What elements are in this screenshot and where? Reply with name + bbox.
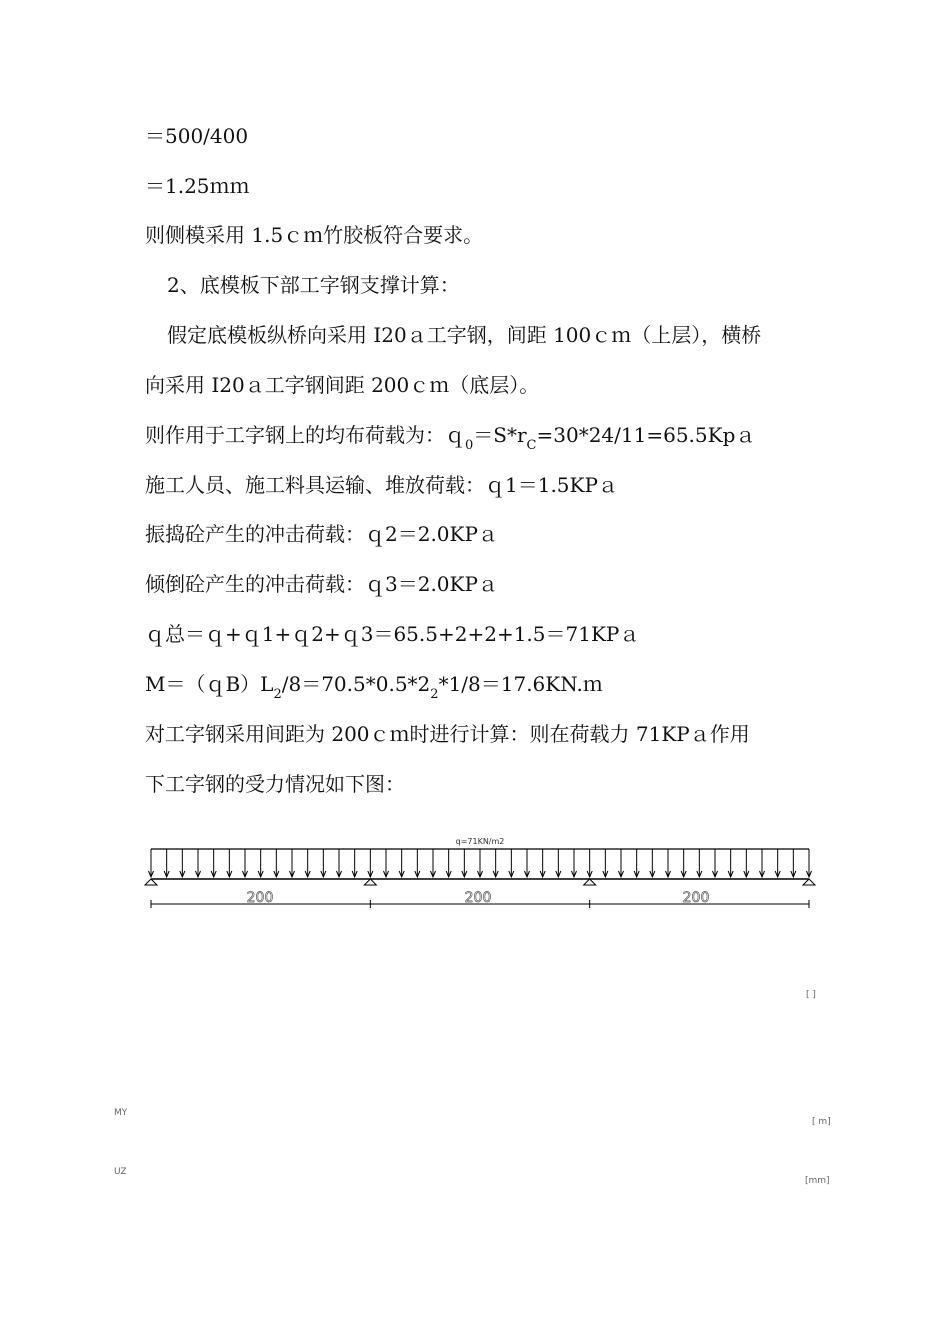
text-line-10: 倾倒砼产生的冲击荷载：ｑ3＝2.0KPａ bbox=[145, 572, 498, 596]
text-line-12 bbox=[145, 671, 603, 701]
moment-formula: /8＝70.5*0.5*2 bbox=[281, 672, 431, 696]
text-line-2: ＝1.25ｍｍ bbox=[145, 174, 250, 198]
uz-label: UZ bbox=[114, 1167, 127, 1177]
load-arrow bbox=[666, 849, 671, 877]
text-line-5: 假定底模板纵桥向采用 I20ａ工字钢，间距 100ｃｍ（上层），横桥 bbox=[167, 323, 762, 347]
load-arrow bbox=[462, 849, 467, 877]
text-line-11: ｑ总＝ｑ+ｑ1+ｑ2+ｑ3＝65.5+2+2+1.5＝71KPａ bbox=[145, 622, 640, 646]
load-arrow bbox=[525, 849, 530, 877]
load-arrow bbox=[305, 849, 310, 877]
unit-label-my: [ m] bbox=[812, 1117, 831, 1127]
load-arrow bbox=[509, 849, 514, 877]
load-arrows bbox=[149, 849, 812, 877]
superscript-2: 2 bbox=[430, 687, 439, 702]
load-formula: ＝S*r bbox=[473, 423, 527, 447]
load-arrow bbox=[587, 849, 592, 877]
unit-label-uz: [mm] bbox=[805, 1176, 830, 1186]
subscript-0: 0 bbox=[465, 438, 474, 453]
text-line-14: 下工字钢的受力情况如下图： bbox=[145, 772, 405, 796]
load-result: =30*24/11=65.5Kpａ bbox=[536, 423, 756, 447]
text-line-8: 施工人员、施工料具运输、堆放荷载：ｑ1＝1.5KPａ bbox=[145, 473, 618, 497]
support-triangle bbox=[584, 879, 596, 885]
load-arrow bbox=[149, 849, 154, 877]
load-arrow bbox=[713, 849, 718, 877]
load-arrow bbox=[352, 849, 357, 877]
load-arrow bbox=[760, 849, 765, 877]
span-label-1: 200 bbox=[246, 890, 274, 906]
load-arrow bbox=[384, 849, 389, 877]
support-triangle bbox=[803, 879, 815, 885]
section-heading: 2、底模板下部工字钢支撑计算： bbox=[167, 273, 460, 297]
supports bbox=[145, 879, 815, 885]
load-arrow bbox=[399, 849, 404, 877]
moment-result: *1/8＝17.6KN.ｍ bbox=[438, 672, 603, 696]
load-arrow bbox=[603, 849, 608, 877]
load-arrow bbox=[196, 849, 201, 877]
load-arrow bbox=[681, 849, 686, 877]
load-arrow bbox=[243, 849, 248, 877]
text-line-6: 向采用 I20ａ工字钢间距 200ｃｍ（底层）。 bbox=[145, 373, 540, 397]
load-arrow bbox=[446, 849, 451, 877]
load-arrow bbox=[791, 849, 796, 877]
load-arrow bbox=[572, 849, 577, 877]
load-arrow bbox=[478, 849, 483, 877]
text-line-1: ＝500/400 bbox=[145, 124, 249, 148]
load-arrow bbox=[619, 849, 624, 877]
load-arrow bbox=[634, 849, 639, 877]
load-arrow bbox=[775, 849, 780, 877]
subscript-c: C bbox=[526, 438, 537, 453]
load-arrow bbox=[337, 849, 342, 877]
moment-text: M＝（ｑB）L bbox=[145, 672, 274, 696]
support-triangle bbox=[364, 879, 376, 885]
load-arrow bbox=[274, 849, 279, 877]
load-arrow bbox=[431, 849, 436, 877]
support-triangle bbox=[145, 879, 157, 885]
load-arrow bbox=[728, 849, 733, 877]
load-text: 则作用于工字钢上的均布荷载为：ｑ bbox=[145, 423, 465, 447]
load-arrow bbox=[540, 849, 545, 877]
load-arrow bbox=[227, 849, 232, 877]
my-label: MY bbox=[114, 1108, 128, 1118]
load-arrow bbox=[211, 849, 216, 877]
text-line-3: 则侧模采用 1.5ｃｍ竹胶板符合要求。 bbox=[145, 223, 484, 247]
text-line-7 bbox=[145, 422, 755, 452]
span-label-2: 200 bbox=[464, 890, 492, 906]
subscript-2: 2 bbox=[273, 687, 282, 702]
text-line-9: 振捣砼产生的冲击荷载：ｑ2＝2.0KPａ bbox=[145, 522, 498, 546]
load-label: q=71KN/m2 bbox=[455, 837, 505, 846]
load-arrow bbox=[368, 849, 373, 877]
load-arrow bbox=[321, 849, 326, 877]
beam-load-diagram bbox=[140, 832, 820, 914]
load-arrow bbox=[415, 849, 420, 877]
load-arrow bbox=[290, 849, 295, 877]
load-arrow bbox=[556, 849, 561, 877]
load-arrow bbox=[744, 849, 749, 877]
load-arrow bbox=[180, 849, 185, 877]
load-arrow bbox=[164, 849, 169, 877]
load-arrow bbox=[650, 849, 655, 877]
load-arrow bbox=[493, 849, 498, 877]
load-arrow bbox=[807, 849, 812, 877]
text-line-13: 对工字钢采用间距为 200ｃｍ时进行计算：则在荷载力 71KPａ作用 bbox=[145, 722, 750, 746]
span-label-3: 200 bbox=[682, 890, 710, 906]
load-arrow bbox=[258, 849, 263, 877]
load-arrow bbox=[697, 849, 702, 877]
unit-label-top: [ ] bbox=[806, 990, 816, 1000]
